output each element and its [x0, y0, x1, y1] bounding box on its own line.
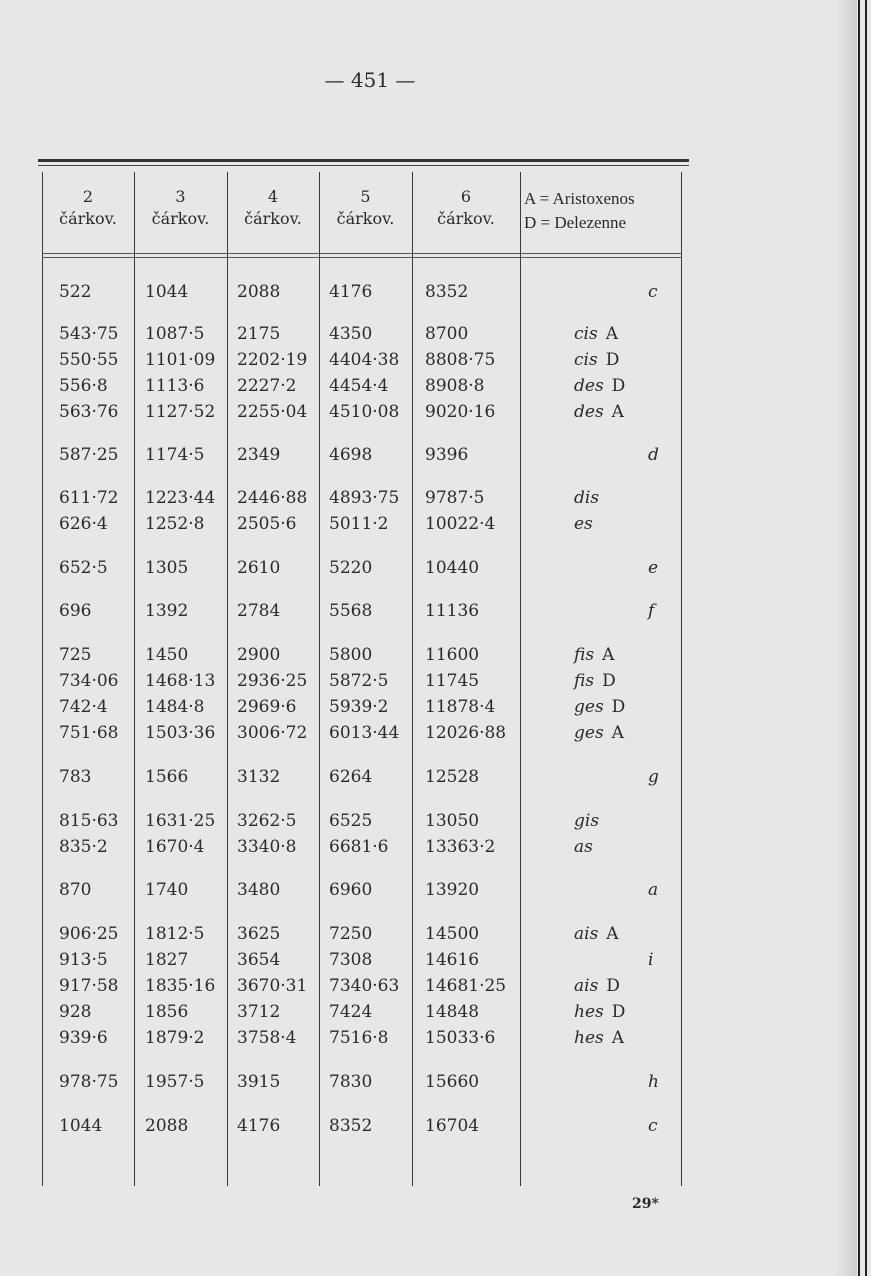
header-col-number: 6 — [460, 187, 472, 206]
table-row — [0, 720, 871, 746]
table-row — [0, 279, 871, 305]
table-cell: 1670·4 — [145, 837, 205, 857]
header-col-2 — [42, 186, 134, 230]
legend-delezenne: D = Delezenne — [524, 213, 627, 232]
note-source: D — [611, 376, 626, 396]
table-cell: 3262·5 — [237, 811, 297, 831]
table-cell: 2088 — [237, 282, 281, 302]
note-name — [574, 921, 619, 947]
note-name-text: ges — [574, 697, 604, 717]
tone-letter: a — [648, 880, 659, 900]
header-col-3 — [134, 186, 227, 230]
note-name — [574, 511, 593, 537]
note-name-text: as — [574, 837, 593, 857]
note-name-text: fis — [574, 671, 595, 691]
note-name — [574, 373, 625, 399]
table-row — [0, 973, 871, 999]
table-cell: 587·25 — [59, 445, 119, 465]
table-cell: 2900 — [237, 645, 281, 665]
table-cell: 2969·6 — [237, 697, 297, 717]
table-cell: 12528 — [425, 767, 480, 787]
note-source: A — [611, 402, 624, 422]
note-name — [574, 1025, 624, 1051]
table-cell: 696 — [59, 601, 92, 621]
table-row — [0, 399, 871, 425]
table-cell: 6013·44 — [329, 723, 400, 743]
table-cell: 5800 — [329, 645, 373, 665]
table-cell: 2349 — [237, 445, 281, 465]
table-cell: 5011·2 — [329, 514, 389, 534]
table-cell: 906·25 — [59, 924, 119, 944]
table-cell: 3480 — [237, 880, 281, 900]
table-cell: 783 — [59, 767, 92, 787]
table-cell: 2227·2 — [237, 376, 297, 396]
top-rule — [38, 159, 689, 162]
tone-letter: c — [648, 282, 658, 302]
table-cell: 12026·88 — [425, 723, 507, 743]
table-cell: 2610 — [237, 558, 281, 578]
header-col-label: čárkov. — [336, 209, 395, 228]
note-source: A — [606, 924, 619, 944]
table-cell: 1101·09 — [145, 350, 216, 370]
table-cell: 1835·16 — [145, 976, 216, 996]
table-cell: 1127·52 — [145, 402, 216, 422]
note-source: D — [605, 350, 620, 370]
table-cell: 1484·8 — [145, 697, 205, 717]
tone-letter: d — [648, 445, 659, 465]
table-cell: 1566 — [145, 767, 189, 787]
note-source: A — [602, 645, 615, 665]
table-cell: 7340·63 — [329, 976, 400, 996]
table-cell: 1957·5 — [145, 1072, 205, 1092]
table-cell: 4893·75 — [329, 488, 400, 508]
note-name-text: des — [574, 402, 604, 422]
table-cell: 1631·25 — [145, 811, 216, 831]
table-cell: 7516·8 — [329, 1028, 389, 1048]
header-col-5 — [319, 186, 412, 230]
table-row — [0, 947, 871, 973]
table-row — [0, 555, 871, 581]
table-cell: 15033·6 — [425, 1028, 496, 1048]
note-name-text: des — [574, 376, 604, 396]
table-cell: 2088 — [145, 1116, 189, 1136]
table-cell: 6960 — [329, 880, 373, 900]
table-cell: 550·55 — [59, 350, 119, 370]
table-cell: 1252·8 — [145, 514, 205, 534]
table-row — [0, 347, 871, 373]
table-cell: 5872·5 — [329, 671, 389, 691]
table-cell: 14848 — [425, 1002, 480, 1022]
tone-letter: e — [648, 558, 659, 578]
table-cell: 13920 — [425, 880, 480, 900]
note-source: A — [611, 723, 624, 743]
note-name-text: ais — [574, 976, 599, 996]
note-name — [574, 808, 599, 834]
table-cell: 4176 — [329, 282, 373, 302]
note-source: D — [606, 976, 620, 996]
table-cell: 2936·25 — [237, 671, 308, 691]
table-cell: 11136 — [425, 601, 480, 621]
table-cell: 3625 — [237, 924, 281, 944]
table-cell: 4404·38 — [329, 350, 400, 370]
table-cell: 5220 — [329, 558, 373, 578]
tone-letter: f — [648, 601, 655, 621]
table-cell: 11745 — [425, 671, 480, 691]
note-name-text: ges — [574, 723, 604, 743]
table-cell: 522 — [59, 282, 92, 302]
table-row — [0, 694, 871, 720]
header-rule-thin — [42, 257, 682, 258]
header-col-number: 5 — [360, 187, 371, 206]
note-name — [574, 399, 624, 425]
header-col-label: čárkov. — [151, 209, 210, 228]
note-name — [574, 999, 625, 1025]
table-row — [0, 834, 871, 860]
table-cell: 1223·44 — [145, 488, 216, 508]
legend — [524, 187, 635, 235]
table-cell: 7830 — [329, 1072, 373, 1092]
table-cell: 1827 — [145, 950, 189, 970]
header-col-4 — [227, 186, 319, 230]
table-cell: 1305 — [145, 558, 189, 578]
table-cell: 2446·88 — [237, 488, 308, 508]
note-name — [574, 668, 616, 694]
table-cell: 9020·16 — [425, 402, 496, 422]
table-cell: 10440 — [425, 558, 480, 578]
note-name-text: cis — [574, 350, 598, 370]
table-row — [0, 598, 871, 624]
table-cell: 2505·6 — [237, 514, 297, 534]
table-cell: 815·63 — [59, 811, 119, 831]
note-name-text: hes — [574, 1002, 604, 1022]
note-name-text: dis — [574, 488, 600, 508]
table-row — [0, 877, 871, 903]
table-cell: 8808·75 — [425, 350, 496, 370]
table-cell: 3340·8 — [237, 837, 297, 857]
page-number: — 451 — — [324, 68, 416, 92]
table-cell: 835·2 — [59, 837, 108, 857]
table-cell: 3654 — [237, 950, 281, 970]
note-name — [574, 834, 593, 860]
table-cell: 9396 — [425, 445, 469, 465]
table-cell: 7250 — [329, 924, 373, 944]
table-cell: 5568 — [329, 601, 373, 621]
table-cell: 1468·13 — [145, 671, 216, 691]
table-row — [0, 485, 871, 511]
note-name-text: hes — [574, 1028, 604, 1048]
tone-letter: i — [648, 950, 654, 970]
header-col-label: čárkov. — [59, 209, 117, 228]
table-cell: 913·5 — [59, 950, 108, 970]
note-source: A — [611, 1028, 625, 1048]
table-cell: 2175 — [237, 324, 281, 344]
table-cell: 2202·19 — [237, 350, 308, 370]
table-cell: 1503·36 — [145, 723, 216, 743]
table-cell: 751·68 — [59, 723, 119, 743]
note-name — [574, 321, 618, 347]
table-cell: 563·76 — [59, 402, 119, 422]
note-name — [574, 347, 619, 373]
table-cell: 543·75 — [59, 324, 119, 344]
table-cell: 1856 — [145, 1002, 189, 1022]
table-cell: 4510·08 — [329, 402, 400, 422]
note-name-text: gis — [574, 811, 600, 831]
table-cell: 1087·5 — [145, 324, 205, 344]
table-cell: 15660 — [425, 1072, 480, 1092]
note-name — [574, 973, 620, 999]
table-cell: 1113·6 — [145, 376, 205, 396]
table-cell: 652·5 — [59, 558, 108, 578]
table-cell: 6681·6 — [329, 837, 389, 857]
table-row — [0, 764, 871, 790]
table-cell: 8700 — [425, 324, 469, 344]
header-col-6 — [412, 186, 520, 230]
table-cell: 16704 — [425, 1116, 480, 1136]
table-cell: 14500 — [425, 924, 480, 944]
table-cell: 10022·4 — [425, 514, 496, 534]
note-source: D — [602, 671, 616, 691]
table-cell: 1450 — [145, 645, 189, 665]
table-row — [0, 1025, 871, 1051]
note-name-text: es — [574, 514, 593, 534]
header-rule — [42, 253, 682, 254]
note-name — [574, 642, 614, 668]
table-cell: 1740 — [145, 880, 189, 900]
table-cell: 6264 — [329, 767, 373, 787]
table-cell: 3006·72 — [237, 723, 308, 743]
header-col-label: čárkov. — [437, 209, 495, 228]
header-col-label: čárkov. — [244, 209, 302, 228]
note-name — [574, 720, 624, 746]
table-row — [0, 999, 871, 1025]
table-cell: 14681·25 — [425, 976, 507, 996]
table-cell: 556·8 — [59, 376, 108, 396]
table-cell: 870 — [59, 880, 92, 900]
note-name-text: fis — [574, 645, 595, 665]
table-row — [0, 921, 871, 947]
table-row — [0, 321, 871, 347]
table-cell: 13363·2 — [425, 837, 496, 857]
header-col-number: 3 — [175, 187, 186, 206]
table-cell: 917·58 — [59, 976, 119, 996]
table-cell: 611·72 — [59, 488, 119, 508]
table-row — [0, 1069, 871, 1095]
table-row — [0, 511, 871, 537]
table-cell: 1392 — [145, 601, 189, 621]
table-cell: 8908·8 — [425, 376, 485, 396]
table-cell: 734·06 — [59, 671, 119, 691]
legend-aristoxenos: A = Aristoxenos — [524, 189, 635, 208]
table-cell: 3915 — [237, 1072, 281, 1092]
table-cell: 2255·04 — [237, 402, 308, 422]
note-name — [574, 694, 625, 720]
table-cell: 13050 — [425, 811, 480, 831]
table-cell: 1812·5 — [145, 924, 205, 944]
table-cell: 928 — [59, 1002, 92, 1022]
tone-letter: h — [648, 1072, 659, 1092]
table-cell: 5939·2 — [329, 697, 389, 717]
tone-letter: g — [648, 767, 659, 787]
table-cell: 4698 — [329, 445, 373, 465]
table-row — [0, 1113, 871, 1139]
table-row — [0, 442, 871, 468]
table-cell: 8352 — [329, 1116, 373, 1136]
table-row — [0, 808, 871, 834]
note-name-text: ais — [574, 924, 599, 944]
note-name — [574, 485, 599, 511]
table-cell: 11878·4 — [425, 697, 496, 717]
note-source: D — [611, 1002, 626, 1022]
table-cell: 1044 — [59, 1116, 103, 1136]
table-row — [0, 373, 871, 399]
table-cell: 3670·31 — [237, 976, 308, 996]
table-cell: 4350 — [329, 324, 373, 344]
note-name-text: cis — [574, 324, 598, 344]
table-cell: 11600 — [425, 645, 480, 665]
table-cell: 3758·4 — [237, 1028, 297, 1048]
table-cell: 1879·2 — [145, 1028, 205, 1048]
table-cell: 1174·5 — [145, 445, 205, 465]
table-cell: 939·6 — [59, 1028, 108, 1048]
table-cell: 3712 — [237, 1002, 281, 1022]
table-cell: 14616 — [425, 950, 480, 970]
signature-mark: 29* — [632, 1196, 659, 1212]
table-cell: 978·75 — [59, 1072, 119, 1092]
table-cell: 742·4 — [59, 697, 108, 717]
table-cell: 7424 — [329, 1002, 373, 1022]
table-cell: 4176 — [237, 1116, 281, 1136]
tone-letter: c — [648, 1116, 658, 1136]
header-col-number: 2 — [82, 187, 94, 206]
table-row — [0, 668, 871, 694]
table-cell: 4454·4 — [329, 376, 389, 396]
table-cell: 8352 — [425, 282, 469, 302]
note-source: A — [605, 324, 618, 344]
table-cell: 7308 — [329, 950, 373, 970]
table-cell: 3132 — [237, 767, 281, 787]
table-cell: 626·4 — [59, 514, 108, 534]
table-cell: 9787·5 — [425, 488, 485, 508]
table-cell: 6525 — [329, 811, 373, 831]
table-row — [0, 642, 871, 668]
table-cell: 1044 — [145, 282, 189, 302]
top-rule-thin — [38, 165, 689, 166]
note-source: D — [611, 697, 626, 717]
header-col-number: 4 — [267, 187, 279, 206]
table-cell: 2784 — [237, 601, 281, 621]
table-cell: 725 — [59, 645, 92, 665]
